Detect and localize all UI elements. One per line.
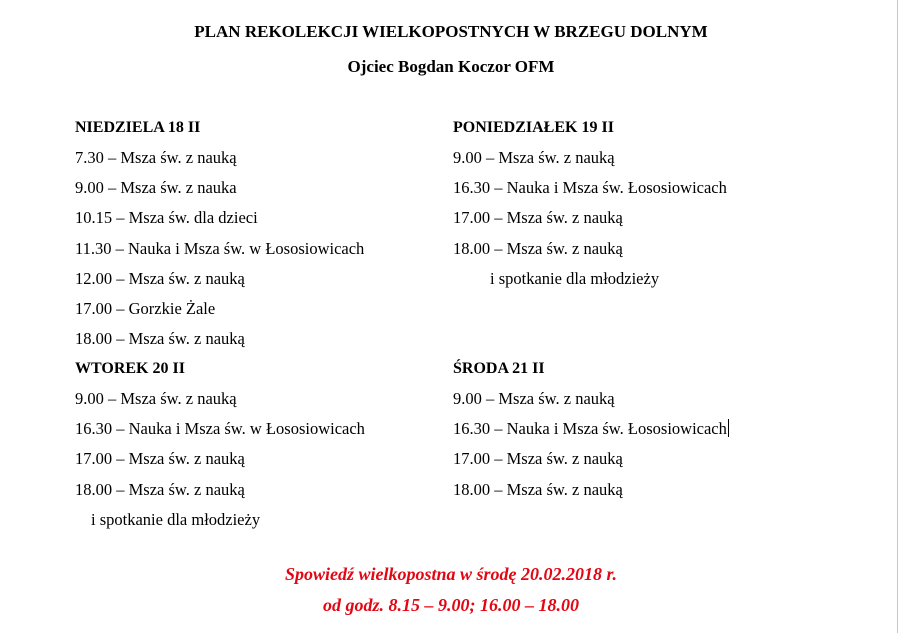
confession-hours: od godz. 8.15 – 9.00; 16.00 – 18.00 [323, 595, 579, 615]
schedule-line: 16.30 – Nauka i Msza św. w Łososiowicach [75, 419, 365, 439]
day-heading: WTOREK 20 II [75, 360, 185, 377]
schedule-line: 16.30 – Nauka i Msza św. Łososiowicach [453, 178, 727, 198]
confession-notice: Spowiedź wielkopostna w środę 20.02.2018 r. [284, 564, 618, 584]
schedule-line: 11.30 – Nauka i Msza św. w Łososiowicach [75, 238, 365, 258]
schedule-line: 12.00 – Msza św. z nauką [75, 268, 245, 288]
schedule-line: 18.00 – Msza św. z nauką [453, 479, 623, 499]
schedule-line: 9.00 – Msza św. z nauką [453, 148, 615, 167]
day-block-sunday [75, 113, 364, 354]
schedule-line: 17.00 – Msza św. z nauką [75, 449, 245, 469]
schedule-line: 10.15 – Msza św. dla dzieci [75, 208, 258, 228]
schedule-line: 9.00 – Msza św. z nauką [453, 389, 615, 408]
schedule-line: 18.00 – Msza św. z nauką [75, 329, 245, 349]
page-edge-line [897, 0, 898, 633]
schedule-line: 9.00 – Msza św. z nauka [75, 178, 237, 198]
day-heading: ŚRODA 21 II [453, 360, 545, 377]
day-heading: PONIEDZIAŁEK 19 II [453, 119, 614, 136]
schedule-line: 17.00 – Gorzkie Żale [75, 298, 216, 318]
schedule-line: i spotkanie dla młodzieży [91, 509, 261, 529]
day-block-tuesday [75, 354, 365, 535]
schedule-line: 18.00 – Msza św. z nauką [453, 238, 623, 258]
day-heading: NIEDZIELA 18 II [75, 119, 201, 136]
day-block-monday [453, 113, 727, 294]
text-cursor [728, 419, 729, 437]
schedule-line: 7.30 – Msza św. z nauką [75, 148, 237, 167]
schedule-line: 18.00 – Msza św. z nauką [75, 479, 245, 499]
day-block-wednesday [453, 354, 729, 505]
schedule-line: 17.00 – Msza św. z nauką [453, 208, 623, 228]
schedule-line-with-cursor[interactable] [453, 414, 729, 444]
schedule-line: 17.00 – Msza św. z nauką [453, 449, 623, 469]
schedule-line: 9.00 – Msza św. z nauką [75, 389, 237, 408]
document-subtitle: Ojciec Bogdan Koczor OFM [347, 57, 555, 76]
document-title: PLAN REKOLEKCJI WIELKOPOSTNYCH W BRZEGU DOLNYM [194, 22, 708, 41]
schedule-line-text: 16.30 – Nauka i Msza św. Łososiowicach [453, 419, 727, 439]
schedule-line: i spotkanie dla młodzieży [490, 268, 660, 288]
